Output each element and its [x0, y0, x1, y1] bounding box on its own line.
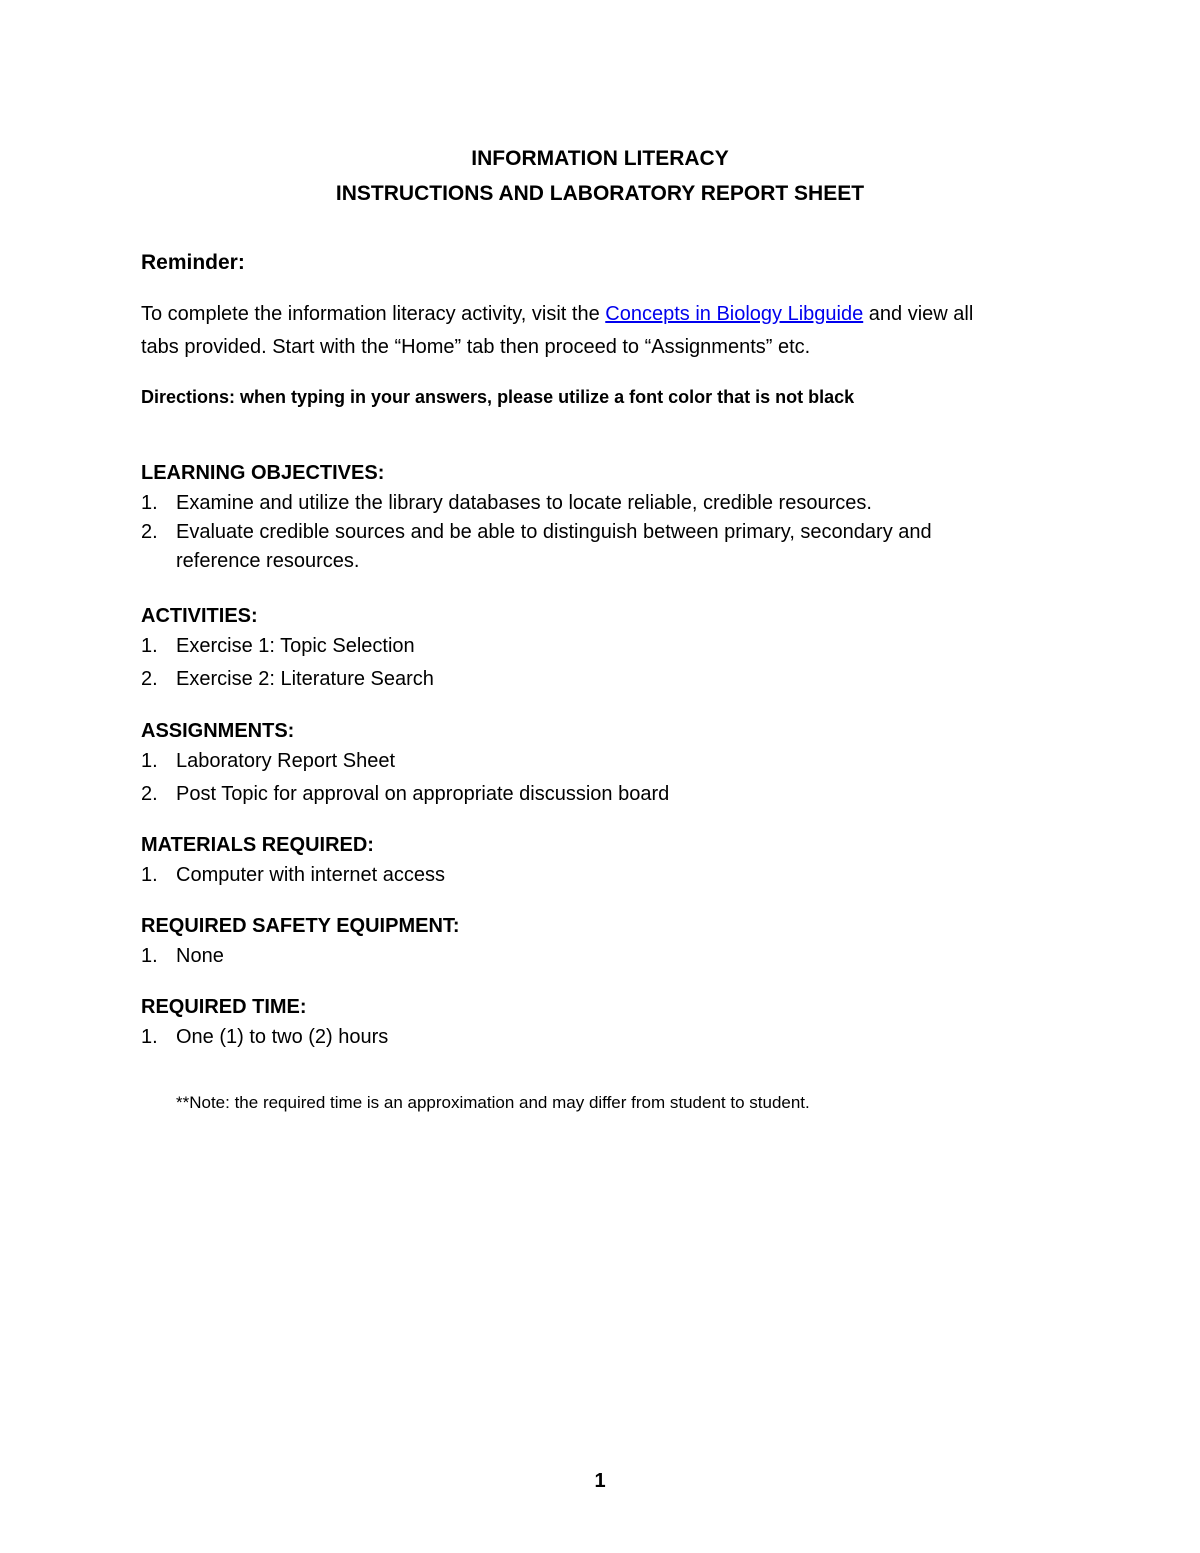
list-item: [141, 668, 434, 691]
time-note: **Note: the required time is an approximation and may differ from student to student.: [176, 1093, 810, 1112]
reminder-label: Reminder:: [141, 251, 245, 274]
list-item-text: None: [176, 945, 224, 967]
section-title-assignments: ASSIGNMENTS:: [141, 720, 295, 742]
list-item-text: Examine and utilize the library databases to locate reliable, credible resources.: [176, 492, 872, 514]
list-item: [141, 1026, 388, 1049]
list-item: [141, 492, 872, 515]
list-number: 2.: [141, 668, 158, 690]
list-item-text: One (1) to two (2) hours: [176, 1026, 389, 1048]
section-title-activities: ACTIVITIES:: [141, 605, 258, 627]
reminder-paragraph-line2: tabs provided. Start with the “Home” tab then proceed to “Assignments” etc.: [141, 336, 811, 358]
list-item-text: Post Topic for approval on appropriate discussion board: [176, 783, 670, 805]
list-number: 1.: [141, 1026, 158, 1048]
list-item: [141, 945, 224, 968]
list-number: 1.: [141, 945, 158, 967]
list-number: 1.: [141, 864, 158, 886]
list-item: [141, 635, 415, 658]
section-title-required-time: REQUIRED TIME:: [141, 996, 307, 1018]
list-item: [141, 521, 932, 544]
list-number: 2.: [141, 783, 158, 805]
reminder-paragraph: [141, 303, 973, 326]
list-number: 1.: [141, 750, 158, 772]
list-item-text: Exercise 2: Literature Search: [176, 668, 434, 690]
list-item: [141, 750, 395, 773]
document-title: INFORMATION LITERACY: [471, 147, 729, 170]
list-number: 1.: [141, 492, 158, 514]
list-number: 1.: [141, 635, 158, 657]
section-title-safety-equipment: REQUIRED SAFETY EQUIPMENT:: [141, 915, 460, 937]
list-item-text: Computer with internet access: [176, 864, 446, 886]
list-item-continuation: reference resources.: [176, 550, 360, 572]
list-number: 2.: [141, 521, 158, 543]
list-item: [141, 864, 445, 887]
section-title-learning-objectives: LEARNING OBJECTIVES:: [141, 462, 385, 484]
libguide-link[interactable]: Concepts in Biology Libguide: [605, 303, 864, 325]
list-item-text: Laboratory Report Sheet: [176, 750, 396, 772]
section-title-materials-required: MATERIALS REQUIRED:: [141, 834, 374, 856]
list-item: [141, 783, 669, 806]
list-item-text: Exercise 1: Topic Selection: [176, 635, 415, 657]
reminder-text-after: and view all: [863, 303, 974, 325]
list-item-text: Evaluate credible sources and be able to distinguish between primary, secondary and: [176, 521, 932, 543]
directions-text: Directions: when typing in your answers, please utilize a font color that is not black: [141, 387, 855, 407]
document-subtitle: INSTRUCTIONS AND LABORATORY REPORT SHEET: [335, 182, 865, 205]
reminder-text-before: To complete the information literacy activity, visit the: [141, 303, 606, 325]
page-number: 1: [594, 1470, 606, 1492]
